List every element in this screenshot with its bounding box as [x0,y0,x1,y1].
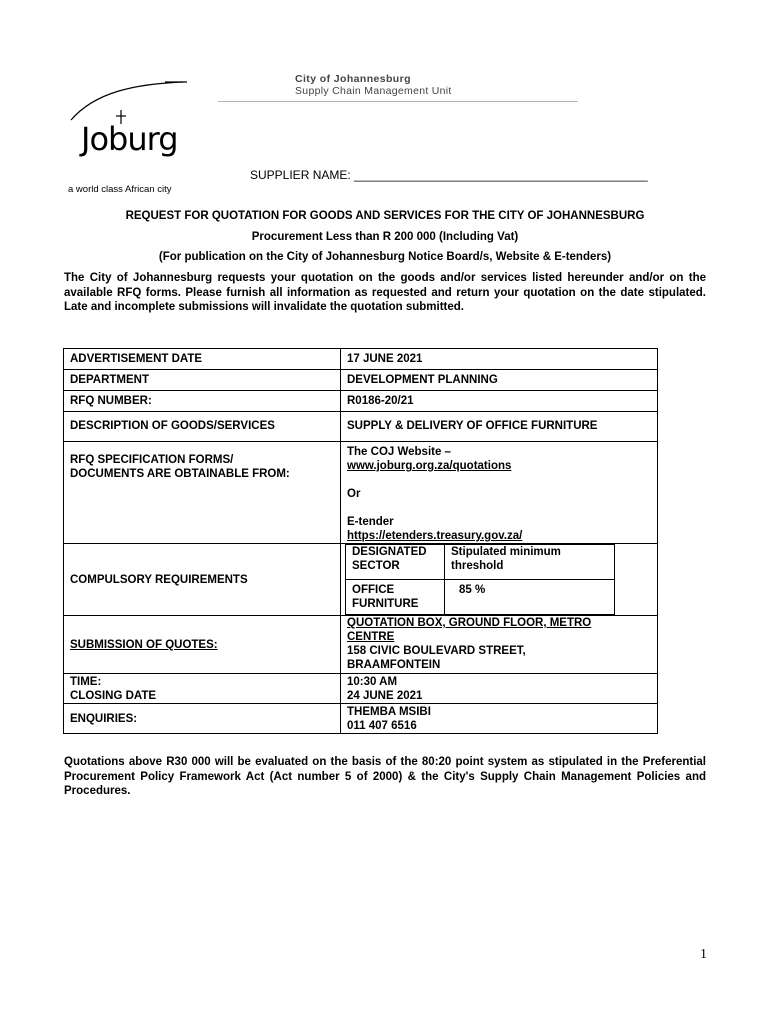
logo-tagline: a world class African city [68,184,172,195]
description-value: SUPPLY & DELIVERY OF OFFICE FURNITURE [341,412,658,442]
enquiries-contact [341,704,658,734]
designated-sector-header-line2: SECTOR [352,560,400,572]
submission-line3: 158 CIVIC BOULEVARD STREET, [347,645,526,657]
enquiries-phone: 011 407 6516 [347,720,417,732]
coj-website-text: The COJ Website – [347,446,451,458]
joburg-logo [55,62,200,202]
table-row [346,580,615,615]
designated-sector-header [346,545,445,580]
evaluation-paragraph: Quotations above R30 000 will be evaluated on the basis of the 80:20 point system as stipulated in the Preferential Procurement Policy Framework Act (Act number 5 of 2000) & the City's Supply Chain Management Policies and Procedures. [64,756,706,797]
procurement-limit: Procurement Less than R 200 000 (Including Vat) [251,231,519,243]
advertisement-date-label: ADVERTISEMENT DATE [64,349,341,370]
enquiries-name: THEMBA MSIBI [347,706,431,718]
table-row [64,412,658,442]
threshold-value: 85 % [445,580,615,615]
requirements-table [345,544,615,615]
time-closing-labels [64,674,341,704]
table-row [64,544,658,616]
logo-wordmark: Joburg [81,120,178,158]
rfq-forms-label [64,442,341,544]
org-unit: Supply Chain Management Unit [295,85,452,97]
table-row [64,349,658,370]
compulsory-requirements-cell [341,544,658,616]
rfq-forms-sources [341,442,658,544]
header-divider [218,101,578,102]
sector-value [346,580,445,615]
sector-value-line2: FURNITURE [352,598,419,610]
etender-text: E-tender [347,516,394,528]
table-row [64,704,658,734]
table-row [64,674,658,704]
rfq-details-table [63,348,658,734]
closing-date-label: CLOSING DATE [70,690,157,702]
table-row [64,442,658,544]
rfq-forms-label-line2: DOCUMENTS ARE OBTAINABLE FROM: [70,468,290,480]
submission-line2: CENTRE [347,631,395,643]
table-row [346,545,615,580]
document-title: REQUEST FOR QUOTATION FOR GOODS AND SERVICES FOR THE CITY OF JOHANNESBURG [125,210,645,222]
table-row [64,370,658,391]
time-closing-values [341,674,658,704]
threshold-header-line2: threshold [451,560,504,572]
threshold-header [445,545,615,580]
time-value: 10:30 AM [347,676,398,688]
intro-paragraph: The City of Johannesburg requests your quotation on the goods and/or services listed hereunder and/or on the available RFQ forms. Please furnish all information as requested and return your quotation on the date stipulated. Late and incomplete submissions will invalidate the quotation submitted. [64,272,706,313]
time-label: TIME: [70,676,102,688]
rfq-forms-label-line1: RFQ SPECIFICATION FORMS/ [70,454,234,466]
submission-address [341,616,658,674]
designated-sector-header-line1: DESIGNATED [352,546,427,558]
submission-label: SUBMISSION OF QUOTES: [64,616,341,674]
department-label: DEPARTMENT [64,370,341,391]
submission-line4: BRAAMFONTEIN [347,659,441,671]
rfq-number-label: RFQ NUMBER: [64,391,341,412]
threshold-header-line1: Stipulated minimum [451,546,561,558]
enquiries-label: ENQUIRIES: [64,704,341,734]
publication-note: (For publication on the City of Johannesburg Notice Board/s, Website & E-tenders) [158,251,612,263]
rfq-number-value: R0186-20/21 [341,391,658,412]
table-row [64,391,658,412]
supplier-name-field: SUPPLIER NAME: ____________________________________________ [250,168,648,182]
department-value: DEVELOPMENT PLANNING [341,370,658,391]
closing-date-value: 24 JUNE 2021 [347,690,423,702]
org-name: City of Johannesburg [295,73,411,85]
sector-value-line1: OFFICE [352,584,395,596]
compulsory-requirements-label: COMPULSORY REQUIREMENTS [64,544,341,616]
page-number: 1 [700,947,707,962]
etender-link[interactable]: https://etenders.treasury.gov.za/ [347,530,523,542]
description-label: DESCRIPTION OF GOODS/SERVICES [64,412,341,442]
submission-line1: QUOTATION BOX, GROUND FLOOR, METRO [347,617,592,629]
or-text: Or [347,488,361,500]
advertisement-date-value: 17 JUNE 2021 [341,349,658,370]
coj-website-link[interactable]: www.joburg.org.za/quotations [347,460,512,472]
table-row [64,616,658,674]
